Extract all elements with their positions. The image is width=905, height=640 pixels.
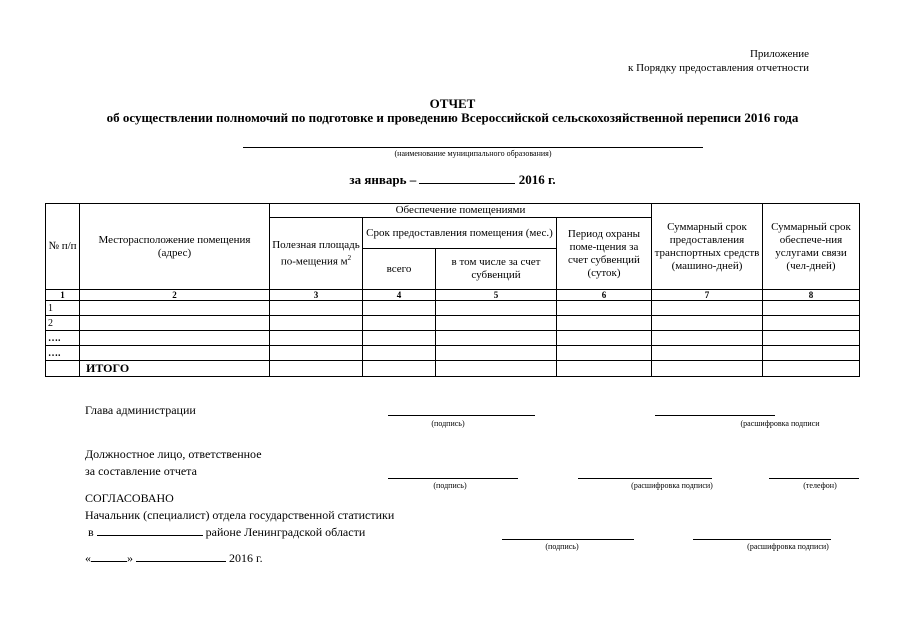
col-number-2: 2 [80, 290, 270, 301]
table-row [46, 346, 860, 361]
row-number: …. [46, 331, 80, 346]
header-subsidy: в том числе за счет субвенций [436, 249, 557, 290]
municipality-line [243, 147, 703, 148]
header-location: Месторасположение помещения (адрес) [80, 204, 270, 290]
period-prefix: за январь – [349, 172, 417, 187]
header-guard: Период охраны поме-щения за счет субвенций (суток) [557, 218, 652, 290]
chief-sign-line [502, 539, 634, 540]
col-number-6: 6 [557, 290, 652, 301]
header-total: всего [363, 249, 436, 290]
col-number-3: 3 [270, 290, 363, 301]
appendix-line-1: Приложение [749, 48, 809, 60]
row-number: …. [46, 346, 80, 361]
header-comm: Суммарный срок обеспече-ния услугами связи (чел-дней) [763, 204, 860, 290]
header-num: № п/п [46, 204, 80, 290]
report-table [45, 203, 860, 377]
official-sign-line [388, 478, 518, 479]
date-close-quote: » [127, 551, 133, 565]
official-decode-caption: (расшифровка подписи) [631, 481, 713, 490]
header-area-text: Полезная площадь по-мещения м [272, 238, 360, 268]
period-blank [419, 172, 515, 184]
report-title: ОТЧЕТ [429, 96, 476, 111]
total-row [46, 361, 860, 377]
district-blank [97, 525, 203, 536]
appendix-note [628, 47, 809, 75]
official-phone-line [769, 478, 859, 479]
period-suffix: 2016 г. [518, 172, 556, 187]
district-line [88, 525, 365, 539]
appendix-line-2: к Порядку предоставления отчетности [628, 62, 809, 74]
total-label: ИТОГО [80, 361, 270, 377]
table-row [46, 316, 860, 331]
chief-sign-caption: (подпись) [545, 542, 579, 551]
col-number-1: 1 [46, 290, 80, 301]
official-sign-caption: (подпись) [433, 481, 467, 490]
official-label-2: за составление отчета [85, 464, 197, 478]
table-row [46, 301, 860, 316]
head-sign-line [388, 415, 535, 416]
official-decode-line [578, 478, 712, 479]
header-area-sup: 2 [347, 253, 352, 262]
head-label: Глава администрации [85, 403, 196, 417]
row-number: 1 [46, 301, 80, 316]
head-sign-caption: (подпись) [431, 419, 465, 428]
header-period-group: Срок предоставления помещения (мес.) [363, 218, 557, 249]
header-transport: Суммарный срок предоставления транспортных средств (машино-дней) [652, 204, 763, 290]
report-subtitle: об осуществлении полномочий по подготовке и проведению Всероссийской сельскохозяйственной переписи 2016 года [106, 110, 799, 125]
date-line [85, 551, 263, 565]
chief-decode-line [693, 539, 831, 540]
date-open-quote: « [85, 551, 91, 565]
date-year: 2016 г. [229, 551, 263, 565]
col-number-5: 5 [436, 290, 557, 301]
col-number-8: 8 [763, 290, 860, 301]
table-row [46, 331, 860, 346]
header-premises-group: Обеспечение помещениями [270, 204, 652, 218]
date-day-blank [91, 551, 127, 562]
municipality-caption: (наименование муниципального образования) [394, 149, 552, 158]
district-suffix: районе Ленинградской области [205, 525, 366, 539]
head-decode-line [655, 415, 775, 416]
col-number-7: 7 [652, 290, 763, 301]
agreed-label: СОГЛАСОВАНО [85, 491, 174, 505]
official-label-1: Должностное лицо, ответственное [85, 447, 262, 461]
period-line [0, 172, 905, 188]
header-area [270, 218, 363, 290]
date-month-blank [136, 551, 226, 562]
row-number: 2 [46, 316, 80, 331]
district-prefix: в [88, 525, 94, 539]
official-phone-caption: (телефон) [803, 481, 837, 490]
head-decode-caption: (расшифровка подписи [740, 419, 820, 428]
col-number-4: 4 [363, 290, 436, 301]
chief-decode-caption: (расшифровка подписи) [747, 542, 829, 551]
chief-label: Начальник (специалист) отдела государственной статистики [85, 508, 395, 522]
